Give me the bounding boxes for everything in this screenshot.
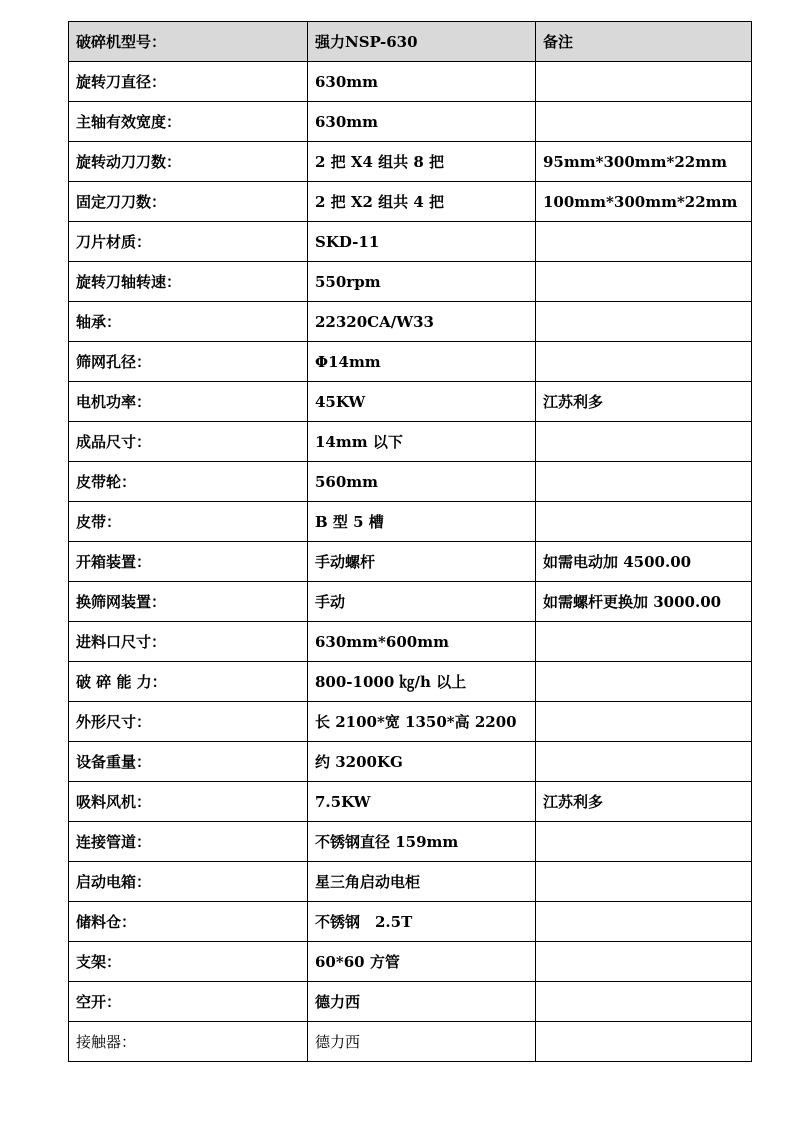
table-row <box>69 102 752 142</box>
row-label-cell: 轴承： <box>69 302 308 342</box>
table-row <box>69 142 752 182</box>
header-cell-model: 破碎机型号： <box>69 22 308 62</box>
row-remark-cell <box>536 342 752 382</box>
row-label-cell: 刀片材质： <box>69 222 308 262</box>
row-label-cell: 固定刀刀数： <box>69 182 308 222</box>
row-label-cell: 设备重量： <box>69 742 308 782</box>
row-remark-cell <box>536 662 752 702</box>
row-label-cell: 连接管道： <box>69 822 308 862</box>
spec-table-body <box>69 22 752 1062</box>
row-value-cell: 14mm 以下 <box>308 422 536 462</box>
table-row <box>69 382 752 422</box>
table-row <box>69 622 752 662</box>
row-value-cell: 德力西 <box>308 1022 536 1062</box>
row-value-cell: 手动螺杆 <box>308 542 536 582</box>
row-value-cell: SKD-11 <box>308 222 536 262</box>
row-label-cell: 皮带： <box>69 502 308 542</box>
row-remark-cell <box>536 742 752 782</box>
row-label-cell: 旋转刀直径： <box>69 62 308 102</box>
table-header-row <box>69 22 752 62</box>
row-remark-cell <box>536 902 752 942</box>
row-value-cell: 630mm*600mm <box>308 622 536 662</box>
row-remark-cell: 100mm*300mm*22mm <box>536 182 752 222</box>
row-label-cell: 空开： <box>69 982 308 1022</box>
row-value-cell: B 型 5 槽 <box>308 502 536 542</box>
row-remark-cell: 江苏利多 <box>536 782 752 822</box>
table-row <box>69 342 752 382</box>
table-row <box>69 502 752 542</box>
row-label-cell: 筛网孔径： <box>69 342 308 382</box>
row-remark-cell <box>536 942 752 982</box>
row-label-cell: 吸料风机： <box>69 782 308 822</box>
row-value-cell: 不锈钢 2.5T <box>308 902 536 942</box>
row-remark-cell <box>536 222 752 262</box>
row-label-cell: 旋转刀轴转速： <box>69 262 308 302</box>
row-value-cell: 手动 <box>308 582 536 622</box>
row-label-cell: 启动电箱： <box>69 862 308 902</box>
header-cell-remark: 备注 <box>536 22 752 62</box>
row-remark-cell <box>536 862 752 902</box>
row-value-cell: 不锈钢直径 159mm <box>308 822 536 862</box>
table-row <box>69 782 752 822</box>
row-value-cell: 630mm <box>308 102 536 142</box>
row-value-cell: 约 3200KG <box>308 742 536 782</box>
table-row <box>69 702 752 742</box>
row-label-cell: 进料口尺寸： <box>69 622 308 662</box>
table-row <box>69 262 752 302</box>
row-label-cell: 破 碎 能 力： <box>69 662 308 702</box>
row-value-cell: 2 把 X2 组共 4 把 <box>308 182 536 222</box>
row-label-cell: 外形尺寸： <box>69 702 308 742</box>
row-value-cell: 长 2100*宽 1350*高 2200 <box>308 702 536 742</box>
row-remark-cell: 如需螺杆更换加 3000.00 <box>536 582 752 622</box>
row-label-cell: 电机功率： <box>69 382 308 422</box>
row-value-cell: 630mm <box>308 62 536 102</box>
row-value-cell: 22320CA/W33 <box>308 302 536 342</box>
table-row <box>69 422 752 462</box>
table-row <box>69 182 752 222</box>
row-value-cell: 560mm <box>308 462 536 502</box>
row-label-cell: 支架： <box>69 942 308 982</box>
row-label-cell: 接触器： <box>69 1022 308 1062</box>
row-label-cell: 成品尺寸： <box>69 422 308 462</box>
table-row <box>69 542 752 582</box>
table-row <box>69 662 752 702</box>
table-row <box>69 822 752 862</box>
table-row <box>69 902 752 942</box>
row-label-cell: 皮带轮： <box>69 462 308 502</box>
row-label-cell: 换筛网装置： <box>69 582 308 622</box>
table-row <box>69 62 752 102</box>
table-row <box>69 742 752 782</box>
row-remark-cell <box>536 262 752 302</box>
table-row <box>69 302 752 342</box>
table-row <box>69 1022 752 1062</box>
row-remark-cell: 如需电动加 4500.00 <box>536 542 752 582</box>
row-value-cell: 2 把 X4 组共 8 把 <box>308 142 536 182</box>
row-remark-cell <box>536 622 752 662</box>
spec-table <box>68 21 752 1062</box>
row-value-cell: 7.5KW <box>308 782 536 822</box>
row-remark-cell <box>536 102 752 142</box>
row-value-cell: 45KW <box>308 382 536 422</box>
row-remark-cell <box>536 702 752 742</box>
table-row <box>69 982 752 1022</box>
row-remark-cell: 95mm*300mm*22mm <box>536 142 752 182</box>
row-remark-cell <box>536 822 752 862</box>
table-row <box>69 582 752 622</box>
row-label-cell: 旋转动刀刀数： <box>69 142 308 182</box>
row-label-cell: 储料仓： <box>69 902 308 942</box>
row-remark-cell <box>536 1022 752 1062</box>
header-cell-value: 强力NSP-630 <box>308 22 536 62</box>
row-value-cell: Φ14mm <box>308 342 536 382</box>
row-remark-cell <box>536 982 752 1022</box>
row-remark-cell <box>536 502 752 542</box>
table-row <box>69 462 752 502</box>
row-value-cell: 60*60 方管 <box>308 942 536 982</box>
row-remark-cell <box>536 462 752 502</box>
table-row <box>69 942 752 982</box>
row-value-cell: 德力西 <box>308 982 536 1022</box>
row-remark-cell <box>536 302 752 342</box>
row-label-cell: 开箱装置： <box>69 542 308 582</box>
table-row <box>69 862 752 902</box>
table-row <box>69 222 752 262</box>
row-label-cell: 主轴有效宽度： <box>69 102 308 142</box>
row-value-cell: 星三角启动电柜 <box>308 862 536 902</box>
row-value-cell: 800-1000 ㎏/h 以上 <box>308 662 536 702</box>
row-value-cell: 550rpm <box>308 262 536 302</box>
row-remark-cell: 江苏利多 <box>536 382 752 422</box>
row-remark-cell <box>536 62 752 102</box>
row-remark-cell <box>536 422 752 462</box>
